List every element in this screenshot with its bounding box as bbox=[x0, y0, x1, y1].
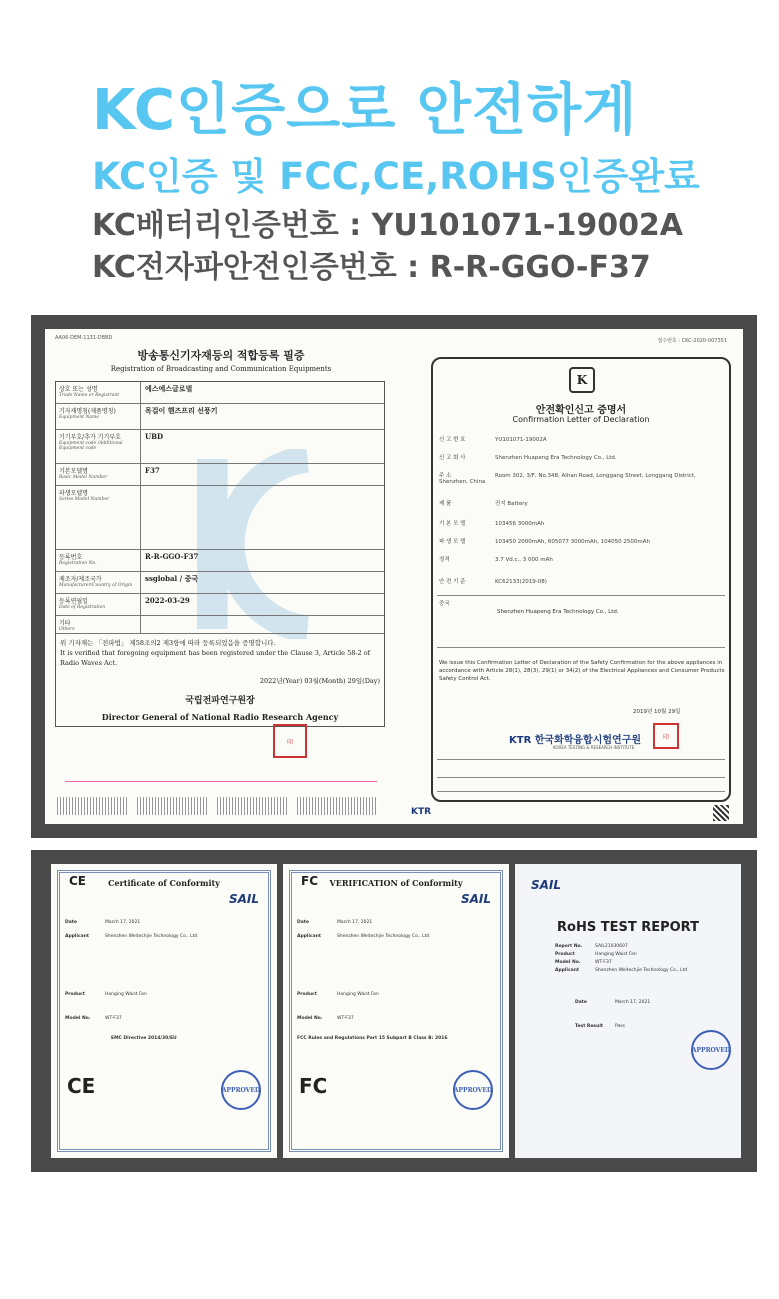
rohs-test-report: SAIL RoHS TEST REPORT Report No. SAIL21030607 Product Hanging Waist Fan Model No. WT-F37 Applicant Shenzhen Weitechjie Technology Co., Ltd Date March 17, 2021 Test Result Pass APPROVED bbox=[515, 864, 741, 1158]
confirmation-title-en: Confirmation Letter of Declaration bbox=[512, 415, 650, 424]
table-row: 등록연월일 Date of Registration 2022-03-29 bbox=[56, 594, 384, 616]
sail-logo: SAIL bbox=[460, 892, 491, 906]
confirmation-title-ko: 안전확인신고 증명서 bbox=[535, 405, 627, 416]
ce-mark: CE bbox=[67, 1074, 96, 1098]
sail-logo: SAIL bbox=[531, 878, 562, 892]
official-seal: 印 bbox=[273, 724, 307, 758]
approved-stamp: APPROVED bbox=[221, 1070, 261, 1110]
table-row: 기기부호/추가 기기부호 Equipment code /Additional Equipment code UBD bbox=[56, 430, 384, 464]
approved-stamp: APPROVED bbox=[691, 1030, 731, 1070]
registration-table bbox=[55, 381, 385, 727]
fcc-mark-small: FC bbox=[301, 874, 319, 888]
issuer-name-en: KOREA TESTING & RESEARCH INSTITUTE bbox=[553, 745, 635, 750]
list-item: 신 고 번 호 YU101071-19002A bbox=[439, 437, 547, 443]
registration-title-ko: 방송통신기자재등의 적합등록 필증 bbox=[137, 349, 305, 362]
divider bbox=[65, 781, 377, 782]
report-title: RoHS TEST REPORT bbox=[557, 920, 699, 935]
list-item: 정격 3.7 Vd.c., 3 000 mAh bbox=[439, 557, 553, 563]
confirmation-date: 2019년 10월 29일 bbox=[633, 709, 681, 715]
battery-cert-number: KC배터리인증번호 : YU101071-19002A bbox=[92, 208, 684, 243]
ktr-logo: KTR bbox=[411, 807, 432, 817]
list-item: 안 전 기 준 KC62133(2019-08) bbox=[439, 579, 547, 585]
barcode bbox=[217, 797, 287, 815]
kc-registration-certificate bbox=[45, 329, 397, 824]
cert-standard: EMC Directive 2014/30/EU bbox=[111, 1036, 177, 1041]
table-row: 상호 또는 성명 Trade Name or Registrant 에스에스글로벌 bbox=[56, 382, 384, 404]
confirmation-statement: We issue this Confirmation Letter of Declaration of the Safety Confirmation for the above appliances in accordance with Article 28(1), 28(3), 29(1) or 34(2) of the Electrical Appliances and Consumer Products Safety Control Act. bbox=[439, 660, 725, 682]
cert-standard: FCC Rules and Regulations Part 15 Subpart B Class B: 2016 bbox=[297, 1036, 448, 1041]
table-row: 기본모델명 Basic Model Number F37 bbox=[56, 464, 384, 486]
sail-certificates-panel bbox=[31, 850, 757, 1172]
table-row: 기타 Others bbox=[56, 616, 384, 634]
cert-title: Certificate of Conformity bbox=[108, 878, 220, 888]
cert-title: VERIFICATION of Conformity bbox=[329, 878, 463, 888]
barcode bbox=[297, 797, 377, 815]
receipt-number: 접수번호 : CKC-2020-007351 bbox=[657, 338, 727, 344]
list-item: 신 고 회 사 Shenzhen Huapeng Era Technology Co., Ltd. bbox=[439, 455, 617, 461]
official-seal: 印 bbox=[653, 723, 679, 749]
ce-certificate: CE Certificate of Conformity SAIL Date March 17, 2021 Applicant Shenzhen Weitechjie Technology Co., Ltd Product Hanging Waist Fan Model No. WT-F37 EMC Directive 2014/30/EU CE APPROVED bbox=[51, 864, 277, 1158]
fcc-certificate: FC VERIFICATION of Conformity SAIL Date March 17, 2021 Applicant Shenzhen Weitechjie Technology Co., Ltd Product Hanging Waist Fan Model No. WT-F37 FCC Rules and Regulations Part 15 Subpart B Class B: 2016 FC APPROVED bbox=[283, 864, 509, 1158]
confirmation-frame bbox=[431, 357, 731, 802]
page-title: KC인증으로 안전하게 bbox=[92, 78, 638, 143]
kc-certificates-panel bbox=[31, 315, 757, 838]
list-item: 파 생 모 델 103450 2000mAh, 605077 3000mAh, 104050 2500mAh bbox=[439, 539, 651, 545]
sail-logo: SAIL bbox=[228, 892, 259, 906]
maker-country: 중국 bbox=[439, 601, 450, 607]
barcode bbox=[137, 797, 207, 815]
table-row: 제조자/제조국가 Manufacturer/Country of Origin ssglobal / 중국 bbox=[56, 572, 384, 594]
barcode bbox=[57, 797, 127, 815]
table-row: 기자재명칭(제품명칭) Equipment Name 목걸이 핸즈프리 선풍기 bbox=[56, 404, 384, 430]
fcc-mark: FC bbox=[299, 1074, 328, 1098]
table-row: 등록번호 Registration No. R-R-GGO-F37 bbox=[56, 550, 384, 572]
list-item: 제 품 전지 Battery bbox=[439, 501, 528, 507]
radio-cert-number: KC전자파안전인증번호 : R-R-GGO-F37 bbox=[92, 250, 651, 285]
issuer-name: KTR 한국화학융합시험연구원 bbox=[509, 735, 642, 746]
page-subtitle: KC인증 및 FCC,CE,ROHS인증완료 bbox=[92, 155, 700, 198]
doc-code: AA06-DEM-1131-DBBD bbox=[55, 335, 113, 341]
table-row: 파생모델명 Series Model Number bbox=[56, 486, 384, 550]
kc-logo: K bbox=[569, 367, 595, 393]
maker-name: Shenzhen Huapeng Era Technology Co., Ltd. bbox=[497, 609, 619, 615]
registration-title-en: Registration of Broadcasting and Communication Equipments bbox=[110, 365, 332, 373]
list-item: 기 본 모 델 103456 3000mAh bbox=[439, 521, 545, 527]
list-item: 주 소 Room 302, 3/F, No.348, Aihan Road, Longgang Street, Longgang District, Shenzhen, China bbox=[439, 473, 696, 485]
qr-code bbox=[713, 805, 729, 821]
registration-statement: 위 기자재는 「전파법」 제58조의2 제3항에 따라 등록되었음을 증명합니다. It is verified that foregoing equipment has been registered under the Clause 3, Article 58-2 of Radio Waves Act. 2022년(Year) 03월(Month) 29일(Day) 국립전파연구원장 Director General of National Radio Research Agency bbox=[60, 639, 380, 722]
approved-stamp: APPROVED bbox=[453, 1070, 493, 1110]
kc-confirmation-letter bbox=[397, 329, 743, 824]
ce-mark-small: CE bbox=[69, 874, 87, 888]
